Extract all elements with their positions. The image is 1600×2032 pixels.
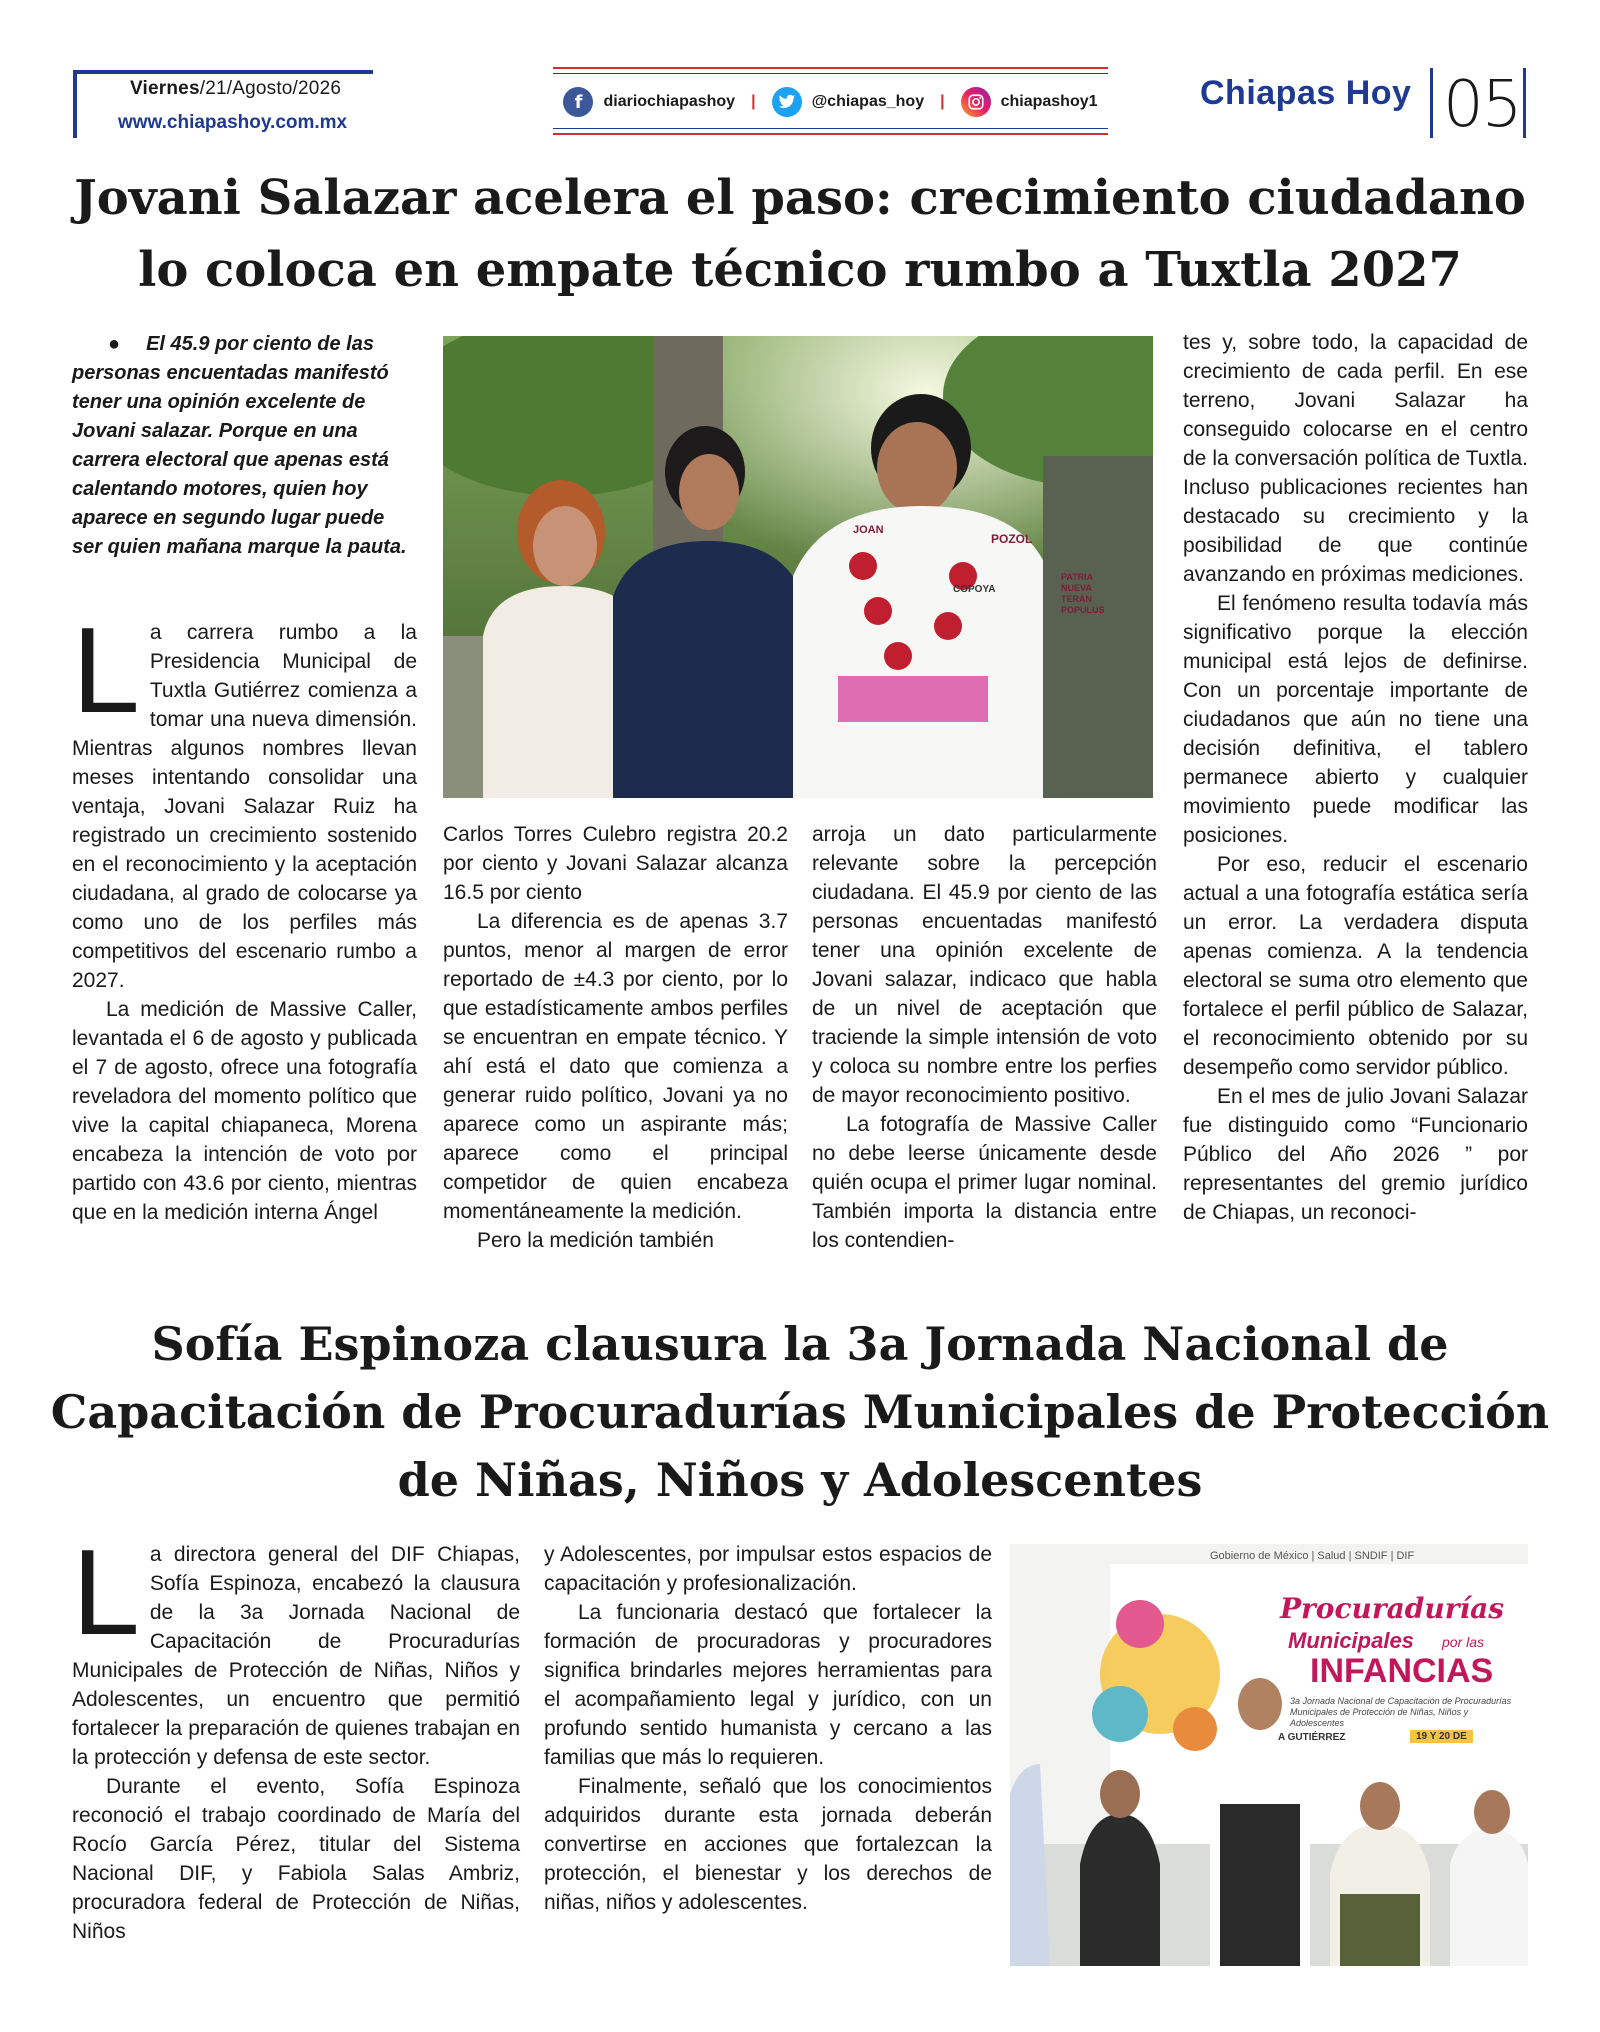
article1-column-2 — [443, 820, 788, 1255]
article2-headline-line1: Sofía Espinoza clausura la 3a Jornada Nacional de — [151, 1317, 1449, 1371]
article1-headline — [40, 162, 1560, 306]
banner-title-2b: por las — [1442, 1634, 1485, 1650]
article2-headline — [40, 1310, 1560, 1514]
article2-headline-line2: Capacitación de Procuradurías Municipales de Protección — [50, 1385, 1550, 1439]
banner-place: A GUTIÉRREZ — [1278, 1732, 1346, 1743]
bullet-icon: ● — [108, 333, 121, 355]
article1-paragraph: La diferencia es de apenas 3.7 puntos, menor al margen de error reportado de ±4.3 por ciento, por lo que estadísticamente ambos perfiles se encuentran en empate técnico. Y ahí está el dato que comienza a generar ruido político, Jovani ya no aparece como un aspirante más; aparece como el principal competidor de quien encabeza momentáneamente la medición. — [443, 910, 788, 1223]
article1-photo-illustration — [443, 336, 1153, 798]
article1-photo — [443, 336, 1153, 798]
article1-paragraph: La medición de Massive Caller, levantada el 6 de agosto y publicada el 7 de agosto, ofrece una fotografía reveladora del momento político que vive la capital chiapaneca, Morena encabeza la intención de voto por partido con 43.6 por ciento, mientras que en la medición interna Ángel — [72, 998, 417, 1224]
website-link[interactable]: www.chiapashoy.com.mx — [118, 112, 348, 133]
article1-lede — [72, 330, 417, 562]
article2-paragraph: Finalmente, señaló que los conocimientos adquiridos durante esta jornada deberán convertirse en acciones que fortalezcan la protección, el bienestar y los derechos de niñas, niños y adolescentes. — [544, 1775, 992, 1914]
instagram-handle[interactable]: chiapashoy1 — [1000, 93, 1098, 110]
event-logos: Gobierno de México | Salud | SNDIF | DIF — [1210, 1550, 1415, 1562]
banner-subtitle: 3a Jornada Nacional de Capacitación de Procuradurías Municipales de Protección de Niñas, Niños y Adolescentes — [1290, 1696, 1512, 1728]
article1-paragraph: En el mes de julio Jovani Salazar fue distinguido como “Funcionario Público del Año 2026 ” por representantes del gremio jurídico de Chiapas, un reconoci- — [1183, 1085, 1528, 1224]
article2-headline-line3: de Niñas, Niños y Adolescentes — [397, 1453, 1203, 1507]
article1-column-3 — [812, 820, 1157, 1255]
article2-column-1 — [72, 1524, 520, 1946]
page-number-border — [1523, 68, 1526, 138]
instagram-icon — [961, 87, 991, 117]
article2-paragraph: La funcionaria destacó que fortalecer la formación de procuradoras y procuradores significa brindarles mejores herramientas para el acompañamiento legal y jurídico, con un profundo sentido humanista y cercano a las familias que más lo requieren. — [544, 1601, 992, 1769]
header-rule-vertical — [73, 70, 77, 138]
article1-paragraph: a carrera rumbo a la Presidencia Municipal de Tuxtla Gutiérrez comienza a tomar una nueva dimensión. Mientras algunos nombres llevan meses intentando consolidar una ventaja, Jovani Salazar Ruiz ha registrado un crecimiento sostenido en el reconocimiento y la aceptación ciudadana, al grado de colocarse ya como uno de los perfiles más competitivos del escenario rumbo a 2027. — [72, 621, 417, 992]
article1-column-1 — [72, 602, 417, 1227]
article2-paragraph: a directora general del DIF Chiapas, Sofía Espinoza, encabezó la clausura de la 3a Jornada Nacional de Capacitación de Procuradurías Municipales de Protección de Niñas, Niños y Adolescentes, un encuentro que permitió fortalecer la preparación de quienes trabajan en la protección y defensa de este sector. — [72, 1543, 520, 1769]
issue-day: Viernes — [130, 78, 200, 99]
article1-paragraph: Por eso, reducir el escenario actual a una fotografía estática sería un error. La verdadera disputa apenas comienza. A la tendencia electoral se suma otro elemento que fortalece el perfil público de Salazar, el reconocimiento obtenido por su desempeño como servidor público. — [1183, 853, 1528, 1079]
article2-paragraph: y Adolescentes, por impulsar estos espacios de capacitación y profesionalización. — [544, 1543, 992, 1595]
article1-paragraph: Pero la medición también — [477, 1229, 714, 1252]
twitter-icon — [772, 87, 802, 117]
article2-paragraph: Durante el evento, Sofía Espinoza reconoció el trabajo coordinado de María del Rocío García Pérez, titular del Sistema Nacional DIF, y Fabiola Salas Ambriz, procuradora federal de Protección de Niñas, Niños — [72, 1775, 520, 1943]
shirt-badge-text: POZOL — [991, 532, 1033, 546]
social-rule-bottom — [553, 133, 1108, 135]
social-separator: | — [940, 93, 945, 110]
social-separator: | — [751, 93, 756, 110]
shirt-patch-text: PATRIA NUEVA TERÁN POPULUS — [1061, 572, 1105, 615]
article1-paragraph: arroja un dato particularmente relevante sobre la percepción ciudadana. El 45.9 por ciento de las personas encuentadas manifestó tener una opinión excelente de Jovani salazar, indicaco que habla de un nivel de aceptación que traciende la simple intensión de voto y coloca su nombre entre los perfies de mayor reconocimiento positivo. — [812, 823, 1157, 1107]
social-rule-top — [553, 67, 1108, 69]
shirt-name-text: JOAN — [853, 524, 884, 536]
banner-dates: 19 Y 20 DE — [1410, 1730, 1473, 1743]
social-bar — [553, 67, 1108, 135]
twitter-handle[interactable]: @chiapas_hoy — [811, 93, 925, 110]
article2-photo — [1010, 1544, 1528, 1966]
brand-divider — [1430, 68, 1433, 138]
article1-lede-text: El 45.9 por ciento de las personas encuentadas manifestó tener una opinión excelente de Jovani salazar. Porque en una carrera electoral que apenas está calentando motores, quien hoy aparece en segundo lugar puede ser quien mañana marque la pauta. — [72, 333, 407, 558]
article1-paragraph: El fenómeno resulta todavía más significativo porque la elección municipal está lejos de definirse. Con un porcentaje importante de ciudadanos que aún no tiene una decisión definitiva, el tablero permanece abierto y cualquier movimiento puede modificar las posiciones. — [1183, 592, 1528, 847]
article1-paragraph: La fotografía de Massive Caller no debe leerse únicamente desde quién ocupa el primer lugar nominal. También importa la distancia entre los contendien- — [812, 1113, 1157, 1252]
article2-dropcap: L — [72, 1524, 140, 1660]
article1-paragraph: Carlos Torres Culebro registra 20.2 por ciento y Jovani Salazar alcanza 16.5 por ciento — [443, 823, 788, 904]
article1-headline-line2: lo coloca en empate técnico rumbo a Tuxtla 2027 — [138, 242, 1462, 298]
page-number: 05 — [1443, 68, 1521, 142]
header-rule-horizontal — [73, 70, 373, 74]
article2-column-2 — [544, 1540, 992, 1917]
facebook-icon: f — [563, 87, 593, 117]
social-links — [553, 85, 1108, 119]
banner-title-3: INFANCIAS — [1310, 1652, 1494, 1690]
article1-column-4 — [1183, 328, 1528, 1227]
article1-headline-line1: Jovani Salazar acelera el paso: crecimiento ciudadano — [74, 170, 1526, 226]
shirt-city-text: COPOYA — [953, 584, 996, 595]
article1-paragraph: tes y, sobre todo, la capacidad de crecimiento de cada perfil. En ese terreno, Jovani Salazar ha conseguido colocarse en el centro de la conversación política de Tuxtla. Incluso publicaciones recientes han destacado su crecimiento y la posibilidad de que continúe avanzando en próximas mediciones. — [1183, 331, 1528, 586]
newspaper-brand: Chiapas Hoy — [1200, 74, 1412, 112]
facebook-handle[interactable]: diariochiapashoy — [603, 93, 736, 110]
social-rule-top-2 — [553, 73, 1108, 74]
issue-date-rest: /21/Agosto/2026 — [199, 78, 342, 99]
social-rule-bottom-2 — [553, 128, 1108, 129]
issue-date — [130, 78, 341, 100]
banner-title-2: Municipales — [1288, 1628, 1414, 1653]
article1-dropcap: L — [72, 602, 140, 738]
banner-title-1: Procuradurías — [1280, 1592, 1505, 1625]
